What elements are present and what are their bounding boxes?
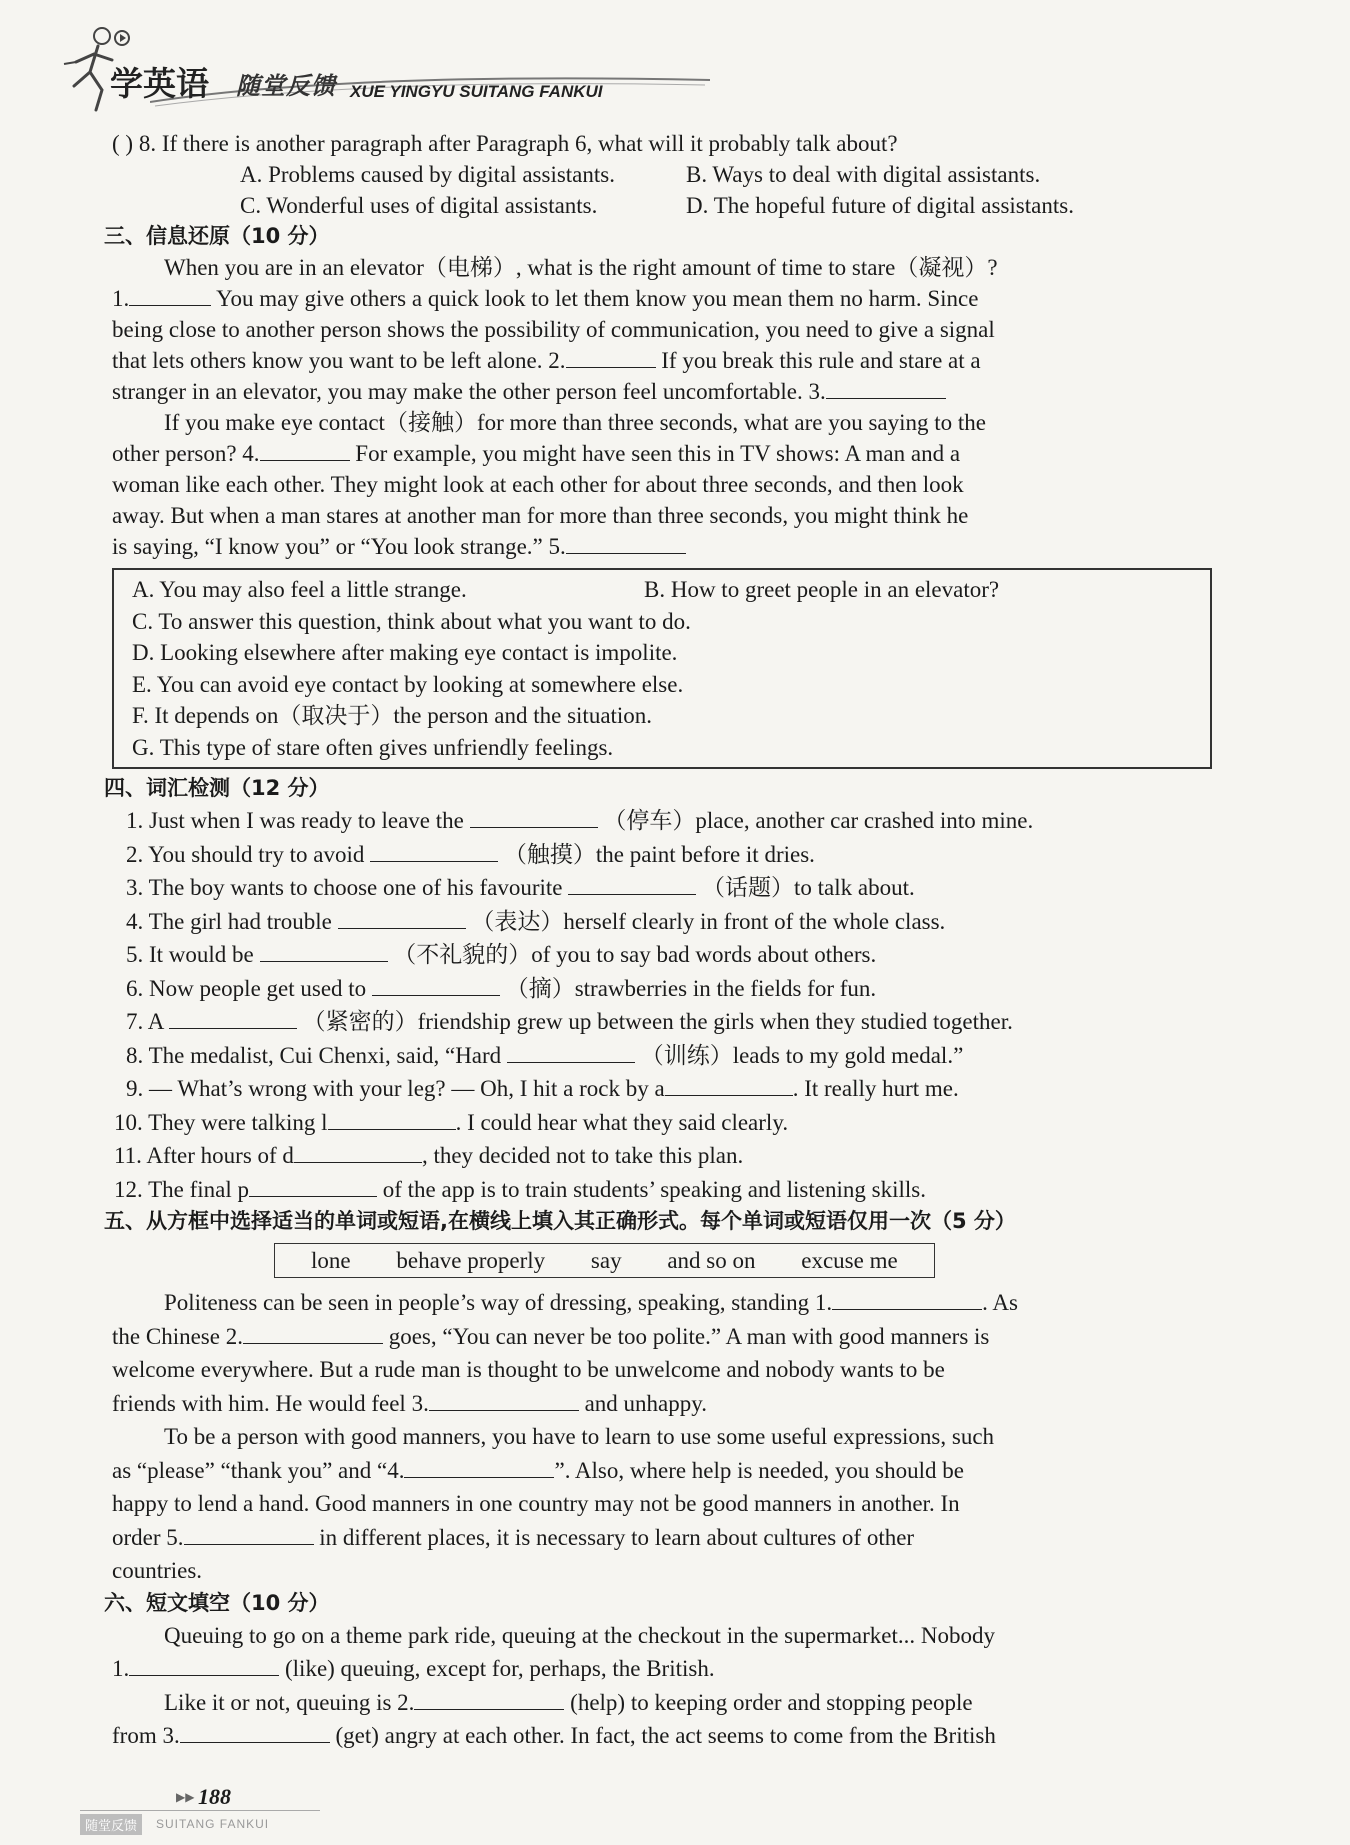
brand-subtitle-cn: 随堂反馈 xyxy=(236,72,336,100)
options-box xyxy=(112,568,1212,769)
vocab-item: 11. After hours of d , they decided not to take this plan. xyxy=(114,1139,1212,1173)
page-footer xyxy=(80,1782,580,1842)
s6-line: 1. (like) queuing, except for, perhaps, the British. xyxy=(112,1652,1212,1686)
vocab-blank[interactable] xyxy=(568,872,696,895)
vocab-item: 7. A （紧密的）friendship grew up between the girls when they studied together. xyxy=(126,1005,1212,1039)
section6-heading: 六、短文填空（10 分） xyxy=(104,1590,330,1615)
option-b: B. How to greet people in an elevator? xyxy=(644,577,1000,602)
word-bank-item: say xyxy=(590,1248,622,1273)
option-f: F. It depends on（取决于）the person and the situation. xyxy=(132,703,653,728)
vocab-item: 10. They were talking l . I could hear what they said clearly. xyxy=(114,1106,1212,1140)
q8-options-row2 xyxy=(112,190,1212,221)
option-row xyxy=(132,574,1192,606)
blank-1[interactable] xyxy=(129,283,211,306)
footer-divider xyxy=(80,1810,320,1811)
vocab-blank[interactable] xyxy=(260,939,388,962)
s5-blank-3[interactable] xyxy=(429,1388,579,1411)
s5-line: friends with him. He would feel 3. and unhappy. xyxy=(112,1387,1212,1421)
vocab-blank[interactable] xyxy=(294,1140,422,1163)
s3-line: When you are in an elevator（电梯）, what is the right amount of time to stare（凝视）? xyxy=(164,255,998,280)
vocab-blank[interactable] xyxy=(338,906,466,929)
option-e: E. You can avoid eye contact by looking at somewhere else. xyxy=(132,671,684,697)
blank-5[interactable] xyxy=(566,531,686,554)
s3-line: away. But when a man stares at another man for more than three seconds, you might think he xyxy=(112,503,969,528)
q8-option-a: A. Problems caused by digital assistants. xyxy=(240,162,615,187)
s6-line: Like it or not, queuing is 2. (help) to keeping order and stopping people xyxy=(112,1686,1212,1720)
word-bank-item: excuse me xyxy=(801,1248,898,1273)
vocab-blank[interactable] xyxy=(507,1040,635,1063)
footer-tag-en: SUITANG FANKUI xyxy=(156,1817,270,1831)
section3-heading: 三、信息还原（10 分） xyxy=(104,224,330,248)
s5-line: Politeness can be seen in people’s way of dressing, speaking, standing 1. . As xyxy=(112,1286,1212,1320)
vocab-blank[interactable] xyxy=(470,805,598,828)
s6-blank-1[interactable] xyxy=(129,1653,279,1676)
option-g: G. This type of stare often gives unfriendly feelings. xyxy=(132,734,614,760)
vocab-item: 9. — What’s wrong with your leg? — Oh, I hit a rock by a . It really hurt me. xyxy=(126,1072,1212,1106)
page-header xyxy=(62,18,662,118)
section6-passage xyxy=(112,1619,1212,1753)
s3-line: 1. You may give others a quick look to let them know you mean them no harm. Since xyxy=(112,283,1212,314)
q8-option-b: B. Ways to deal with digital assistants. xyxy=(686,162,1041,187)
page-number: 188 xyxy=(198,1784,231,1809)
blank-3[interactable] xyxy=(826,376,946,399)
vocab-blank[interactable] xyxy=(328,1107,456,1130)
s6-line: from 3. (get) angry at each other. In fact, the act seems to come from the British xyxy=(112,1719,1212,1753)
s5-line: countries. xyxy=(112,1558,203,1583)
vocab-item: 4. The girl had trouble （表达）herself clearly in front of the whole class. xyxy=(126,905,1212,939)
s3-line: other person? 4. For example, you might have seen this in TV shows: A man and a xyxy=(112,438,1212,469)
q8-stem: ( ) 8. If there is another paragraph after Paragraph 6, what will it probably talk about? xyxy=(112,131,898,156)
brand-title xyxy=(110,52,670,102)
q8-option-d: D. The hopeful future of digital assistants. xyxy=(686,193,1074,218)
s6-blank-2[interactable] xyxy=(414,1687,564,1710)
vocab-blank[interactable] xyxy=(370,839,498,862)
option-d: D. Looking elsewhere after making eye contact is impolite. xyxy=(132,640,678,665)
vocab-blank[interactable] xyxy=(169,1006,297,1029)
vocab-item: 8. The medalist, Cui Chenxi, said, “Hard （训练）leads to my gold medal.” xyxy=(126,1039,1212,1073)
blank-2[interactable] xyxy=(566,345,656,368)
s5-line: order 5. in different places, it is necessary to learn about cultures of other xyxy=(112,1521,1212,1555)
s6-blank-3[interactable] xyxy=(180,1720,330,1743)
vocab-blank[interactable] xyxy=(249,1174,377,1197)
q8-option-c: C. Wonderful uses of digital assistants. xyxy=(240,193,598,218)
vocab-item: 1. Just when I was ready to leave the （停车）place, another car crashed into mine. xyxy=(126,804,1212,838)
section3-passage xyxy=(112,252,1212,562)
arrow-icon: ▶▶ xyxy=(176,1790,195,1804)
word-bank-item: and so on xyxy=(667,1248,756,1273)
s5-line: the Chinese 2. goes, “You can never be too polite.” A man with good manners is xyxy=(112,1320,1212,1354)
section4-heading: 四、词汇检测（12 分） xyxy=(104,776,330,800)
question-8 xyxy=(112,128,1212,221)
brand-title-cn: 学英语 xyxy=(110,64,209,103)
word-bank-box xyxy=(274,1243,935,1278)
vocab-blank[interactable] xyxy=(372,973,500,996)
s5-line: welcome everywhere. But a rude man is thought to be unwelcome and nobody wants to be xyxy=(112,1357,945,1382)
section5-heading: 五、从方框中选择适当的单词或短语,在横线上填入其正确形式。每个单词或短语仅用一次（5 分） xyxy=(104,1209,1016,1233)
q8-options-row1 xyxy=(112,159,1212,190)
blank-4[interactable] xyxy=(260,438,350,461)
s3-line: stranger in an elevator, you may make the other person feel uncomfortable. 3. xyxy=(112,376,1212,407)
vocab-item: 5. It would be （不礼貌的）of you to say bad words about others. xyxy=(126,938,1212,972)
s6-line: Queuing to go on a theme park ride, queuing at the checkout in the supermarket... Nobody xyxy=(164,1622,995,1648)
brand-title-en: XUE YINGYU SUITANG FANKUI xyxy=(350,82,603,101)
vocab-item: 3. The boy wants to choose one of his favourite （话题）to talk about. xyxy=(126,871,1212,905)
s3-line: that lets others know you want to be left alone. 2. If you break this rule and stare at a xyxy=(112,345,1212,376)
option-c: C. To answer this question, think about what you want to do. xyxy=(132,608,691,634)
s5-line: To be a person with good manners, you have to learn to use some useful expressions, such xyxy=(164,1424,995,1449)
s3-line: If you make eye contact（接触）for more than three seconds, what are you saying to the xyxy=(164,410,986,435)
s5-blank-5[interactable] xyxy=(184,1522,314,1545)
word-bank-item: behave properly xyxy=(396,1248,546,1273)
s5-line: happy to lend a hand. Good manners in one country may not be good manners in another. In xyxy=(112,1491,960,1516)
worksheet-content xyxy=(104,128,1212,1753)
s3-line: being close to another person shows the possibility of communication, you need to give a signal xyxy=(112,317,995,342)
footer-tag-cn: 随堂反馈 xyxy=(80,1814,142,1835)
vocab-item: 2. You should try to avoid （触摸）the paint before it dries. xyxy=(126,838,1212,872)
section5-passage xyxy=(112,1286,1212,1588)
vocab-questions xyxy=(112,804,1212,1206)
option-a: A. You may also feel a little strange. xyxy=(132,577,467,602)
vocab-item: 12. The final p of the app is to train students’ speaking and listening skills. xyxy=(114,1173,1212,1207)
s5-blank-4[interactable] xyxy=(404,1455,554,1478)
s3-line: woman like each other. They might look at each other for about three seconds, and then look xyxy=(112,472,964,497)
s5-blank-1[interactable] xyxy=(832,1287,982,1310)
word-bank-item: lone xyxy=(311,1248,351,1273)
s3-line: is saying, “I know you” or “You look strange.” 5. xyxy=(112,531,1212,562)
vocab-blank[interactable] xyxy=(665,1073,793,1096)
s5-blank-2[interactable] xyxy=(243,1321,383,1344)
vocab-item: 6. Now people get used to （摘）strawberries in the fields for fun. xyxy=(126,972,1212,1006)
s5-line: as “please” “thank you” and “4. ”. Also, where help is needed, you should be xyxy=(112,1454,1212,1488)
